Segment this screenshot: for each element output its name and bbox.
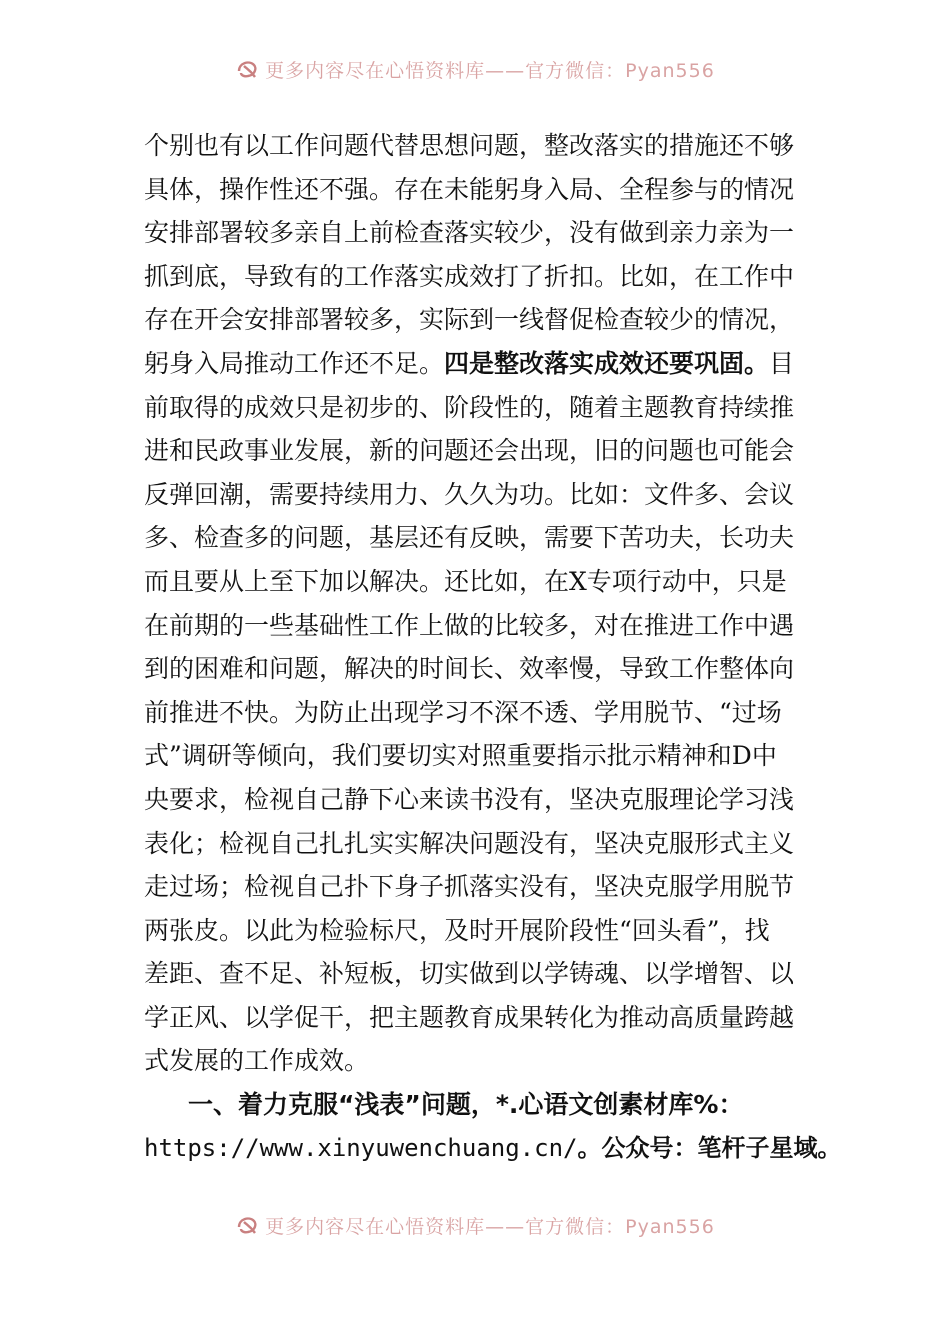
body-line: 抓到底，导致有的工作落实成效打了折扣。比如，在工作中 bbox=[144, 261, 795, 291]
body-line: 央要求，检视自己静下心来读书没有，坚决克服理论学习浅 bbox=[144, 784, 795, 814]
source-url-link[interactable]: https://www.xinyuwenchuang.cn/ bbox=[144, 1133, 578, 1162]
body-line: 进和民政事业发展，新的问题还会出现，旧的问题也可能会 bbox=[144, 436, 795, 466]
brand-logo-icon bbox=[235, 57, 259, 81]
body-line: 在前期的一些基础性工作上做的比较多，对在推进工作中遇 bbox=[144, 610, 795, 640]
bold-subheading: 四是整改落实成效还要巩固。 bbox=[444, 348, 770, 378]
body-line: 安排部署较多亲自上前检查落实较少，没有做到亲力亲为一 bbox=[144, 218, 795, 248]
footer-watermark-banner bbox=[0, 1210, 950, 1240]
body-line: 多、检查多的问题，基层还有反映，需要下苦功夫，长功夫 bbox=[144, 523, 795, 553]
body-line: 学正风、以学促干，把主题教育成果转化为推动高质量跨越 bbox=[144, 1002, 795, 1032]
header-watermark-banner bbox=[0, 54, 950, 84]
body-line: 具体，操作性还不强。存在未能躬身入局、全程参与的情况 bbox=[144, 174, 795, 204]
footer-watermark-text: 更多内容尽在心悟资料库——官方微信：Pyan556 bbox=[265, 1215, 715, 1238]
brand-logo-icon bbox=[235, 1213, 259, 1237]
body-text: 躬身入局推动工作还不足。 bbox=[144, 348, 445, 378]
body-line: 式发展的工作成效。 bbox=[144, 1046, 370, 1076]
header-watermark-text: 更多内容尽在心悟资料库——官方微信：Pyan556 bbox=[265, 59, 715, 82]
body-line: 存在开会安排部署较多，实际到一线督促检查较少的情况， bbox=[144, 305, 795, 335]
body-line: 个别也有以工作问题代替思想问题，整改落实的措施还不够 bbox=[144, 131, 795, 160]
body-line: 到的困难和问题，解决的时间长、效率慢，导致工作整体向 bbox=[144, 654, 795, 684]
source-line bbox=[144, 1127, 842, 1171]
body-line: 而且要从上至下加以解决。还比如，在X专项行动中，只是 bbox=[144, 566, 787, 596]
source-tail-text: 。公众号：笔杆子星域。 bbox=[577, 1133, 842, 1162]
body-line: 反弹回潮，需要持续用力、久久为功。比如：文件多、会议 bbox=[144, 479, 795, 509]
document-body bbox=[144, 124, 842, 1170]
body-line-with-bold bbox=[144, 342, 809, 386]
body-text: 目 bbox=[769, 348, 795, 378]
body-line: 式”调研等倾向，我们要切实对照重要指示批示精神和D中 bbox=[144, 741, 777, 771]
body-line: 走过场；检视自己扑下身子抓落实没有，坚决克服学用脱节 bbox=[144, 872, 795, 902]
body-line: 两张皮。以此为检验标尺，及时开展阶段性“回头看”，找 bbox=[144, 915, 770, 945]
body-line: 表化；检视自己扎扎实实解决问题没有，坚决克服形式主义 bbox=[144, 828, 795, 858]
body-line: 差距、查不足、补短板，切实做到以学铸魂、以学增智、以 bbox=[144, 959, 795, 989]
body-line: 前取得的成效只是初步的、阶段性的，随着主题教育持续推 bbox=[144, 392, 795, 422]
body-line: 前推进不快。为防止出现学习不深不透、学用脱节、“过场 bbox=[144, 697, 782, 727]
section-heading: 一、着力克服“浅表”问题，*.心语文创素材库%： bbox=[188, 1090, 744, 1120]
